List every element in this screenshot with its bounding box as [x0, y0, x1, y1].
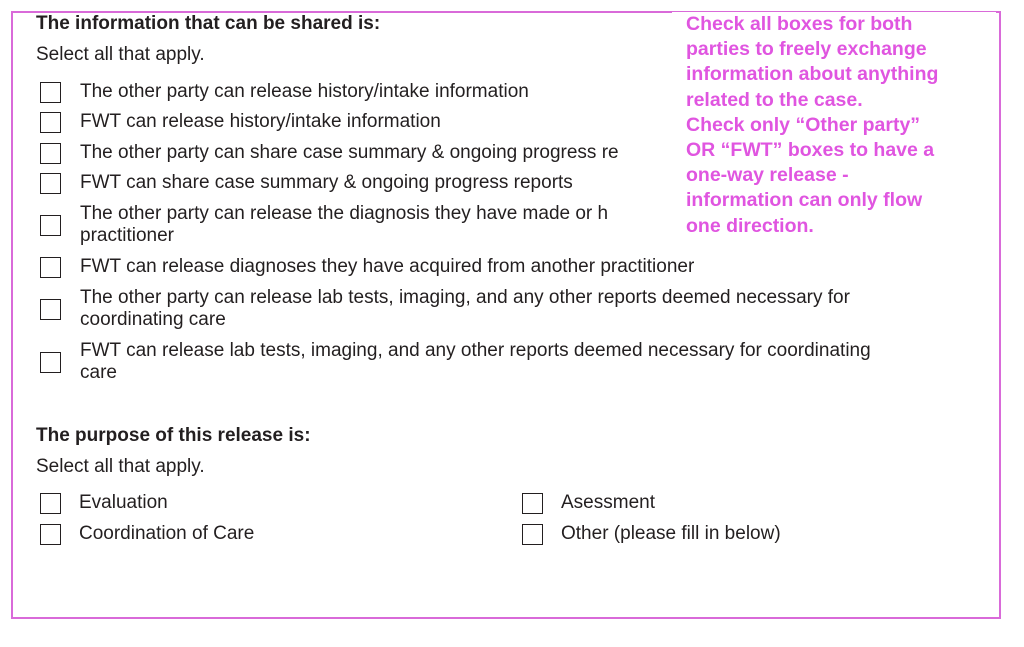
annotation-line: Check all boxes for both [686, 13, 913, 35]
checkbox-label: FWT can share case summary & ongoing progress reports [80, 172, 573, 193]
checkbox-label-line: The other party can release the diagnosis they have made or h [80, 203, 609, 224]
annotation-line: one direction. [686, 214, 814, 237]
checkbox-label: Other (please fill in below) [561, 523, 781, 544]
checkbox-label: Asessment [561, 492, 655, 513]
checkbox[interactable] [40, 143, 61, 164]
annotation-note [672, 12, 996, 239]
annotation-line: information about anything [686, 63, 939, 86]
checkbox[interactable] [40, 352, 61, 373]
annotation-line: related to the case. [686, 88, 863, 111]
checkbox-label: Evaluation [79, 492, 168, 513]
checkbox[interactable] [40, 524, 61, 545]
checkbox[interactable] [40, 299, 61, 320]
annotation-line: parties to freely exchange [686, 38, 927, 61]
share-option-other-lab-tests[interactable] [40, 287, 970, 331]
annotation-line: Check only “Other party” [686, 113, 921, 136]
checkbox[interactable] [522, 524, 543, 545]
checkbox-label [80, 203, 665, 247]
checkbox-label-line: coordinating care [80, 309, 226, 330]
purpose-instruction: Select all that apply. [36, 456, 205, 477]
share-option-fwt-diagnosis[interactable] [40, 256, 970, 278]
checkbox-label-line: The other party can release lab tests, imaging, and any other reports deemed necessary for [80, 287, 850, 308]
checkbox-label: FWT can release history/intake information [80, 111, 441, 132]
checkbox[interactable] [40, 173, 61, 194]
checkbox-label [80, 287, 850, 331]
checkbox-label-line: care [80, 362, 117, 383]
checkbox-label: The other party can share case summary & ongoing progress re [80, 142, 619, 163]
checkbox[interactable] [40, 493, 61, 514]
purpose-option-other[interactable] [522, 523, 982, 545]
purpose-heading: The purpose of this release is: [36, 425, 311, 446]
annotation-line: information can only flow [686, 189, 923, 212]
checkbox-label: FWT can release diagnoses they have acquired from another practitioner [80, 256, 695, 277]
checkbox[interactable] [40, 112, 61, 133]
annotation-line: OR “FWT” boxes to have a [686, 139, 935, 162]
shared-info-heading: The information that can be shared is: [36, 13, 381, 34]
checkbox-label [80, 340, 871, 384]
checkbox[interactable] [40, 257, 61, 278]
purpose-option-assessment[interactable] [522, 492, 982, 514]
purpose-option-coordination[interactable] [40, 523, 500, 545]
checkbox-label-line: practitioner [80, 225, 174, 246]
checkbox-label: The other party can release history/intake information [80, 81, 529, 102]
checkbox[interactable] [522, 493, 543, 514]
share-option-fwt-lab-tests[interactable] [40, 340, 970, 384]
shared-info-instruction: Select all that apply. [36, 44, 205, 65]
annotation-line: one-way release - [686, 164, 849, 187]
checkbox-label: Coordination of Care [79, 523, 255, 544]
purpose-option-evaluation[interactable] [40, 492, 500, 514]
checkbox[interactable] [40, 215, 61, 236]
checkbox[interactable] [40, 82, 61, 103]
checkbox-label-line: FWT can release lab tests, imaging, and any other reports deemed necessary for coordinating [80, 340, 871, 361]
